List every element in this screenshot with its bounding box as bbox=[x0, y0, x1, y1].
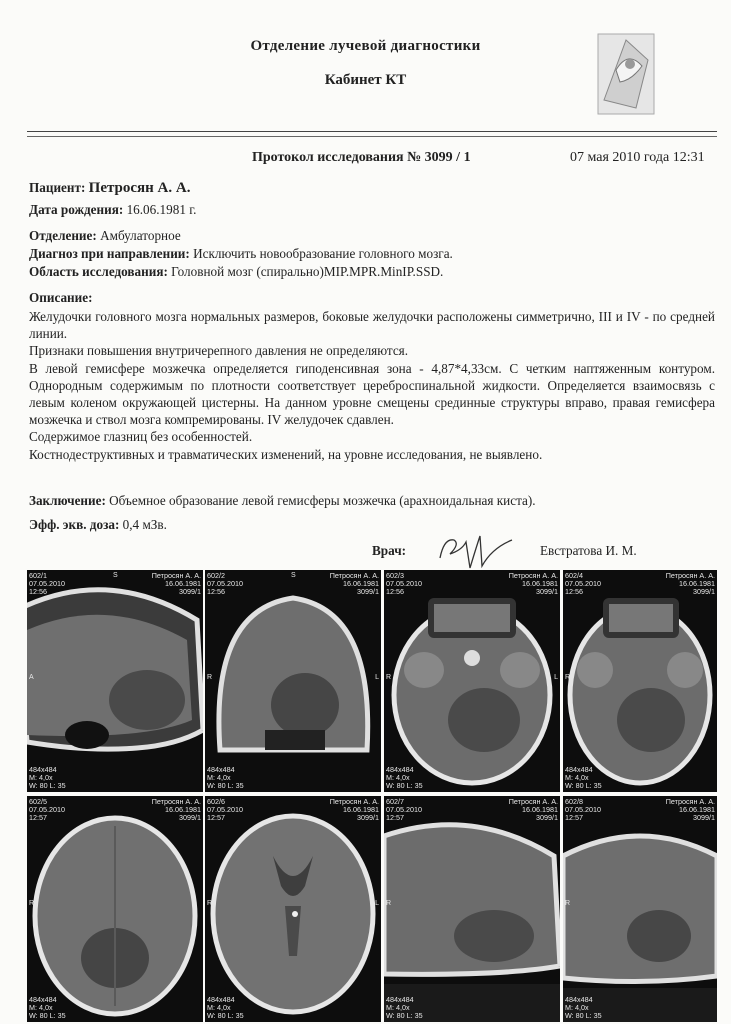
ct-scan-grid bbox=[27, 570, 717, 1022]
protocol-datetime: 07 мая 2010 года 12:31 bbox=[570, 150, 705, 165]
scan-meta-left: 602/1 07.05.2010 12:56 bbox=[29, 571, 65, 596]
scan-meta-bottom: 484x484 M: 4,0x W: 80 L: 35 bbox=[207, 995, 244, 1020]
area-label: Область исследования: bbox=[29, 264, 168, 279]
orientation-marker-r: R bbox=[386, 674, 392, 681]
description-paragraph-3: В левой гемисфере мозжечка определяется гиподенсивная зона - 4,87*4,33см. С четким наптяженным контуром. Однородным содержимым по плотности соответствует цереброспинальной жидкости. Определяется взаимосвязь с левым коленом окружающей цистерны. На данном уровне смещены срединные структуры вправо, правая гемисфера мозжечка и ствол мозга компремированы. IV желудочек сдавлен. bbox=[29, 360, 715, 428]
ct-image-axial-3 bbox=[384, 570, 560, 792]
orientation-marker-l: L bbox=[554, 674, 558, 681]
scan-meta-left: 602/5 07.05.2010 12:57 bbox=[29, 797, 65, 822]
orientation-marker-s: S bbox=[291, 572, 296, 579]
scan-meta-right: Петросян А. А. 16.06.1981 3099/1 bbox=[329, 571, 379, 596]
orientation-marker-r: R bbox=[386, 900, 392, 907]
doctor-signature bbox=[432, 528, 517, 573]
scan-meta-right: Петросян А. А. 16.06.1981 3099/1 bbox=[665, 797, 715, 822]
ct-image-axial-6 bbox=[205, 796, 381, 1022]
patient-name: Петросян А. А. bbox=[88, 180, 191, 196]
scan-meta-bottom: 484x484 M: 4,0x W: 80 L: 35 bbox=[29, 765, 66, 790]
dose-value: 0,4 мЗв. bbox=[122, 517, 167, 532]
header-rule bbox=[27, 131, 717, 132]
description-body bbox=[29, 308, 715, 463]
patient-label: Пациент: bbox=[29, 180, 86, 195]
orientation-marker-r: R bbox=[207, 674, 213, 681]
scan-meta-left: 602/4 07.05.2010 12:56 bbox=[565, 571, 601, 596]
clinic-logo bbox=[596, 30, 656, 118]
ct-image-coronal-2 bbox=[205, 570, 381, 792]
scan-meta-right: Петросян А. А. 16.06.1981 3099/1 bbox=[151, 797, 201, 822]
description-label: Описание: bbox=[29, 290, 93, 305]
description-paragraph-1: Желудочки головного мозга нормальных размеров, боковые желудочки расположены симметрично, III и IV - по средней линии. bbox=[29, 309, 715, 342]
department-value: Амбулаторное bbox=[100, 228, 181, 243]
orientation-marker-r: R bbox=[207, 900, 213, 907]
orientation-marker-a: A bbox=[29, 674, 34, 681]
scan-meta-right: Петросян А. А. 16.06.1981 3099/1 bbox=[508, 797, 558, 822]
ct-image-coronal-8 bbox=[563, 796, 717, 1022]
ct-image-axial-4 bbox=[563, 570, 717, 792]
dose-label: Эфф. экв. доза: bbox=[29, 517, 120, 532]
orientation-marker-l: L bbox=[375, 674, 379, 681]
header-rule-thin bbox=[27, 136, 717, 137]
conclusion-line bbox=[29, 493, 536, 509]
department-label: Отделение: bbox=[29, 228, 97, 243]
scan-meta-bottom: 484x484 M: 4,0x W: 80 L: 35 bbox=[29, 995, 66, 1020]
scan-meta-bottom: 484x484 M: 4,0x W: 80 L: 35 bbox=[565, 765, 602, 790]
description-paragraph-4: Содержимое глазниц без особенностей. bbox=[29, 429, 253, 445]
orientation-marker-s: S bbox=[113, 572, 118, 579]
referral-line bbox=[29, 246, 453, 262]
conclusion-value: Объемное образование левой гемисферы мозжечка (арахноидальная киста). bbox=[109, 493, 536, 508]
orientation-marker-l: L bbox=[375, 900, 379, 907]
birth-line bbox=[29, 202, 196, 218]
description-paragraph-5: Костнодеструктивных и травматических изменений, на уровне исследования, не выявлено. bbox=[29, 446, 543, 462]
scan-meta-right: Петросян А. А. 16.06.1981 3099/1 bbox=[665, 571, 715, 596]
dose-line bbox=[29, 517, 167, 533]
scan-meta-right: Петросян А. А. 16.06.1981 3099/1 bbox=[508, 571, 558, 596]
birth-date: 16.06.1981 г. bbox=[126, 202, 197, 217]
scan-meta-bottom: 484x484 M: 4,0x W: 80 L: 35 bbox=[386, 995, 423, 1020]
scan-meta-bottom: 484x484 M: 4,0x W: 80 L: 35 bbox=[386, 765, 423, 790]
area-line bbox=[29, 264, 443, 280]
scan-meta-bottom: 484x484 M: 4,0x W: 80 L: 35 bbox=[565, 995, 602, 1020]
scan-meta-left: 602/6 07.05.2010 12:57 bbox=[207, 797, 243, 822]
protocol-title: Протокол исследования № 3099 / 1 bbox=[252, 150, 471, 165]
referral-label: Диагноз при направлении: bbox=[29, 246, 190, 261]
scan-meta-bottom: 484x484 M: 4,0x W: 80 L: 35 bbox=[207, 765, 244, 790]
scan-meta-left: 602/2 07.05.2010 12:56 bbox=[207, 571, 243, 596]
ct-image-axial-5 bbox=[27, 796, 203, 1022]
description-heading bbox=[29, 290, 93, 306]
scan-meta-left: 602/7 07.05.2010 12:57 bbox=[386, 797, 422, 822]
scan-meta-right: Петросян А. А. 16.06.1981 3099/1 bbox=[151, 571, 201, 596]
patient-line bbox=[29, 180, 190, 197]
ct-image-sagittal-1 bbox=[27, 570, 203, 792]
department-line bbox=[29, 228, 181, 244]
orientation-marker-r: R bbox=[565, 674, 571, 681]
scan-meta-right: Петросян А. А. 16.06.1981 3099/1 bbox=[329, 797, 379, 822]
doctor-name: Евстратова И. М. bbox=[540, 543, 637, 558]
description-paragraph-2: Признаки повышения внутричерепного давления не определяются. bbox=[29, 343, 409, 359]
referral-value: Исключить новообразование головного мозга. bbox=[193, 246, 453, 261]
scan-meta-left: 602/8 07.05.2010 12:57 bbox=[565, 797, 601, 822]
ct-image-sagittal-7 bbox=[384, 796, 560, 1022]
cabinet-title: Кабинет КТ bbox=[324, 72, 407, 88]
conclusion-label: Заключение: bbox=[29, 493, 106, 508]
orientation-marker-r: R bbox=[565, 900, 571, 907]
birth-label: Дата рождения: bbox=[29, 202, 124, 217]
department-title: Отделение лучевой диагностики bbox=[250, 38, 481, 54]
scan-meta-left: 602/3 07.05.2010 12:56 bbox=[386, 571, 422, 596]
area-value: Головной мозг (спирально)MIP.MPR.MinIP.SSD. bbox=[171, 264, 444, 279]
orientation-marker-r: R bbox=[29, 900, 35, 907]
doctor-label: Врач: bbox=[372, 543, 407, 558]
